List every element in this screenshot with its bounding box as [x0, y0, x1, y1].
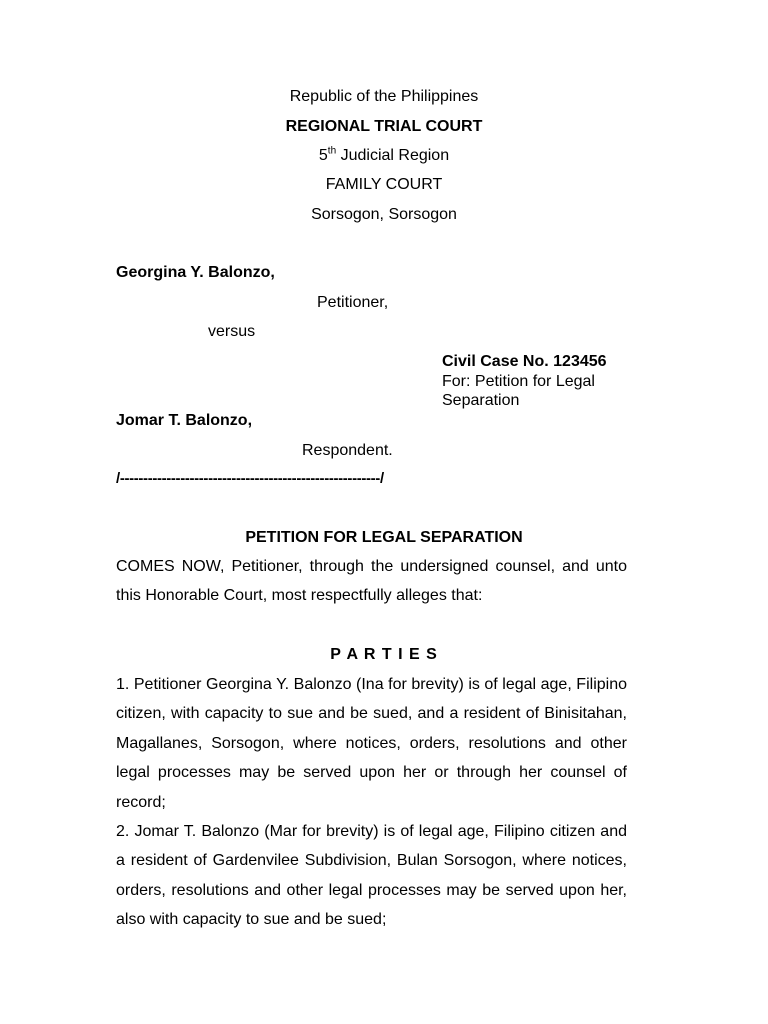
petition-title: PETITION FOR LEGAL SEPARATION — [245, 529, 523, 546]
case-number: Civil Case No. 123456 — [442, 353, 607, 370]
versus-label: versus — [208, 323, 256, 340]
petitioner-role: Petitioner, — [317, 294, 389, 311]
respondent-role: Respondent. — [302, 442, 393, 459]
case-info — [442, 352, 652, 411]
petitioner-name: Georgina Y. Balonzo, — [116, 264, 275, 281]
parties-heading: P A R T I E S — [330, 646, 438, 663]
header-location: Sorsogon, Sorsogon — [311, 206, 457, 223]
respondent-name: Jomar T. Balonzo, — [116, 412, 253, 429]
case-for-line-2: Separation — [442, 392, 520, 409]
case-for-line-1: For: Petition for Legal — [442, 372, 595, 390]
header-republic: Republic of the Philippines — [289, 88, 479, 105]
party-paragraph-1: 1. Petitioner Georgina Y. Balonzo (Ina for brevity) is of legal age, Filipino citizen, with capacity to sue and be sued, and a resident of Binisitahan, Magallanes, Sorsogon, where notices, orders, resolutions and other legal processes may be served upon her or through her counsel of record; — [116, 676, 627, 811]
header-region-number: 5 — [318, 147, 328, 164]
header-court: REGIONAL TRIAL COURT — [285, 118, 483, 135]
party-paragraph-2: 2. Jomar T. Balonzo (Mar for brevity) is of legal age, Filipino citizen and a resident of Gardenvilee Subdivision, Bulan Sorsogon, where notices, orders, resolutions and other legal processes may be served upon her, also with capacity to sue and be sued; — [116, 823, 627, 929]
caption-divider: /--------------------------------------------------------/ — [116, 470, 384, 487]
header-region — [0, 146, 768, 166]
header-region-text: Judicial Region — [336, 147, 450, 164]
header-region-suffix: th — [327, 145, 337, 157]
header-family-court: FAMILY COURT — [325, 176, 443, 193]
intro-paragraph: COMES NOW, Petitioner, through the undersigned counsel, and unto this Honorable Court, most respectfully alleges that: — [116, 558, 627, 605]
